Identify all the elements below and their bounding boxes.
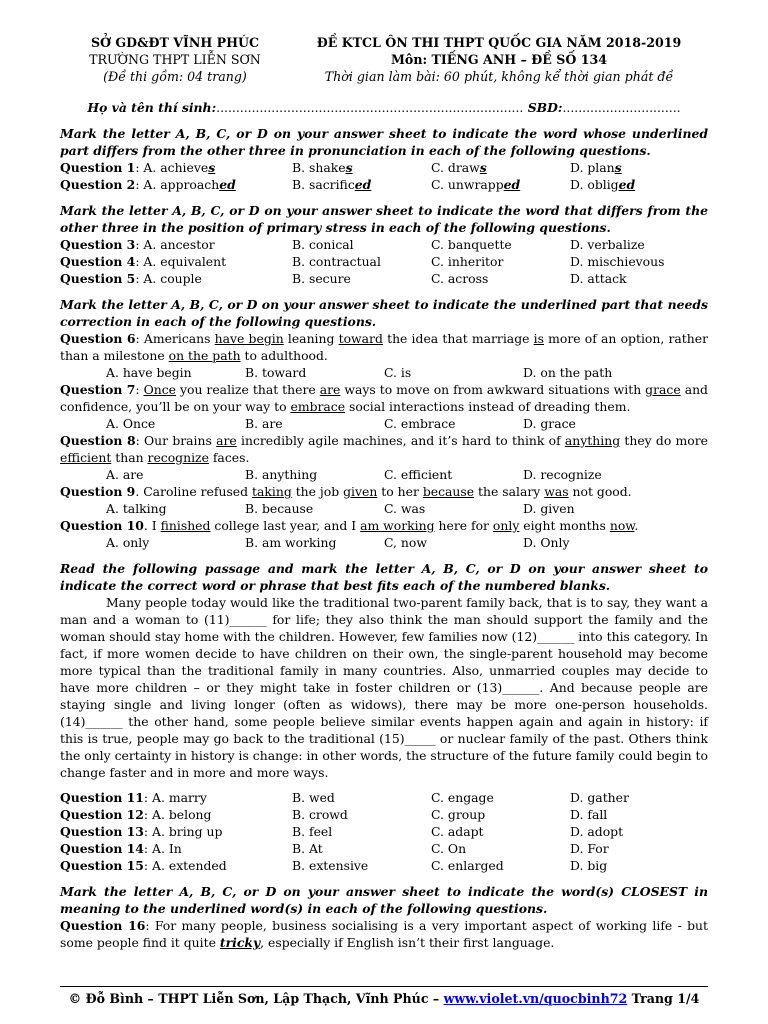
- name-label: Họ và tên thí sinh:: [87, 100, 217, 115]
- option-a: : A. In: [143, 841, 182, 856]
- underlined-part: ed: [354, 177, 372, 192]
- question-text: . Caroline refused: [135, 484, 253, 499]
- option-c: C. banquette: [431, 237, 512, 252]
- question-text: the job: [291, 484, 344, 499]
- question-label: Question 14: [60, 841, 144, 856]
- question-label: Question 4: [60, 254, 136, 269]
- section1-instruction: Mark the letter A, B, C, or D on your answer sheet to indicate the word whose underlined part differs from the other three in pronunciation in each of the following questions.: [60, 126, 708, 158]
- option-d: D. fall: [570, 807, 608, 822]
- option-b: B. conical: [292, 237, 354, 252]
- underlined-part: tricky: [219, 935, 261, 950]
- option-a: : A. marry: [143, 790, 207, 805]
- option-b: B. are: [245, 416, 283, 431]
- question-16: [60, 917, 708, 951]
- question-text: : For many people, business socialising is a very important aspect of working life - but some people find it quite: [60, 918, 708, 950]
- option-d: D. adopt: [570, 824, 624, 839]
- option-c: C, now: [384, 535, 427, 550]
- question-text: you realize that there: [175, 382, 320, 397]
- question-text: more of an option, rather than a milestone: [60, 331, 708, 363]
- question-label: Question 1: [60, 160, 136, 175]
- question-text: the salary: [474, 484, 545, 499]
- option-d: D. attack: [570, 271, 627, 286]
- question-8: [60, 432, 708, 466]
- option-a: : A. achieve: [135, 160, 209, 175]
- option-a: A. only: [106, 535, 150, 550]
- underlined-part: taking: [252, 484, 292, 499]
- underlined-part: have begin: [214, 331, 284, 346]
- footer-credit: © Đỗ Bình – THPT Liễn Sơn, Lập Thạch, Vĩnh Phúc –: [68, 991, 444, 1006]
- option-c: C. across: [431, 271, 489, 286]
- option-a: A. talking: [106, 501, 167, 516]
- question-text: faces.: [208, 450, 250, 465]
- underlined-part: only: [492, 518, 520, 533]
- option-c: C. engage: [431, 790, 494, 805]
- option-d: D. Only: [523, 535, 570, 550]
- section2-instruction: Mark the letter A, B, C, or D on your answer sheet to indicate the word that differs from the other three in the position of primary stress in each of the following questions.: [60, 203, 708, 235]
- option-c: C. draw: [431, 160, 480, 175]
- option-d: D. oblig: [570, 177, 619, 192]
- question-6-options: [60, 364, 708, 381]
- option-a: A. are: [106, 467, 144, 482]
- question-text: . I: [143, 518, 161, 533]
- footer-link[interactable]: www.violet.vn/quocbinh72: [443, 991, 628, 1006]
- question-text: to her: [377, 484, 423, 499]
- exam-subject: Môn: TIẾNG ANH – ĐỀ SỐ 134: [390, 52, 608, 67]
- underlined-part: anything: [564, 433, 621, 448]
- question-text: incredibly agile machines, and it’s hard to think of: [236, 433, 565, 448]
- option-b: B. extensive: [292, 858, 369, 873]
- underlined-part: finished: [160, 518, 211, 533]
- option-b: B. sacrific: [292, 177, 355, 192]
- underlined-part: are: [319, 382, 341, 397]
- question-text: : Americans: [135, 331, 215, 346]
- question-7: [60, 381, 708, 415]
- question-13: [60, 823, 708, 840]
- option-c: C. unwrapp: [431, 177, 504, 192]
- underlined-part: was: [544, 484, 569, 499]
- option-a: : A. approach: [135, 177, 220, 192]
- underlined-part: s: [208, 160, 216, 175]
- question-text: eight months: [519, 518, 610, 533]
- option-d: D. verbalize: [570, 237, 645, 252]
- question-label: Question 9: [60, 484, 136, 499]
- question-1: [60, 159, 708, 176]
- question-text: not good.: [568, 484, 632, 499]
- underlined-part: are: [216, 433, 237, 448]
- question-text: than: [111, 450, 148, 465]
- option-d: D. on the path: [523, 365, 613, 380]
- option-a: : A. belong: [143, 807, 212, 822]
- option-b: B. wed: [292, 790, 335, 805]
- question-14: [60, 840, 708, 857]
- option-b: B. At: [292, 841, 323, 856]
- option-a: : A. couple: [135, 271, 202, 286]
- question-text: :: [135, 382, 144, 397]
- exam-page: [60, 34, 708, 951]
- question-10-options: [60, 534, 708, 551]
- question-text: ways to move on from awkward situations with: [340, 382, 646, 397]
- underlined-part: now: [609, 518, 635, 533]
- option-d: D. mischievous: [570, 254, 665, 269]
- pages-note: (Đề thi gồm: 04 trang): [103, 69, 247, 84]
- section5-instruction: Mark the letter A, B, C, or D on your answer sheet to indicate the word(s) CLOSEST in meaning to the underlined word(s) in each of the following questions.: [60, 884, 708, 916]
- option-c: C. group: [431, 807, 486, 822]
- question-label: Question 10: [60, 518, 144, 533]
- option-a: : A. extended: [143, 858, 227, 873]
- section4-instruction: Read the following passage and mark the letter A, B, C, or D on your answer sheet to indicate the correct word or phrase that best fits each of the numbered blanks.: [60, 561, 708, 593]
- time-note: Thời gian làm bài: 60 phút, không kể thời gian phát đề: [324, 69, 674, 84]
- question-15: [60, 857, 708, 874]
- question-label: Question 12: [60, 807, 144, 822]
- option-d: D. given: [523, 501, 575, 516]
- question-label: Question 5: [60, 271, 136, 286]
- option-b: B. crowd: [292, 807, 348, 822]
- option-c: C. On: [431, 841, 467, 856]
- option-c: C. embrace: [384, 416, 456, 431]
- underlined-part: recognize: [147, 450, 209, 465]
- question-3: [60, 236, 708, 253]
- underlined-part: am working: [360, 518, 435, 533]
- underlined-part: is: [533, 331, 544, 346]
- question-label: Question 8: [60, 433, 136, 448]
- section3-instruction: Mark the letter A, B, C, or D on your answer sheet to indicate the underlined part that needs correction in each of the following questions.: [60, 297, 708, 329]
- question-10: [60, 517, 708, 534]
- option-b: B. contractual: [292, 254, 381, 269]
- option-c: C. efficient: [384, 467, 453, 482]
- sbd-label: SBD:: [527, 100, 563, 115]
- question-text: .: [634, 518, 639, 533]
- option-d: D. big: [570, 858, 608, 873]
- underlined-part: grace: [645, 382, 681, 397]
- question-4: [60, 253, 708, 270]
- name-dots: ..............................................................................: [216, 100, 524, 115]
- option-c: C. was: [384, 501, 426, 516]
- question-text: the idea that marriage: [382, 331, 534, 346]
- option-c: C. is: [384, 365, 412, 380]
- dept-name: SỞ GD&ĐT VĨNH PHÚC: [90, 35, 260, 50]
- underlined-part: because: [422, 484, 475, 499]
- underlined-part: efficient: [60, 450, 112, 465]
- option-a: : A. equivalent: [135, 254, 227, 269]
- option-d: D. For: [570, 841, 609, 856]
- question-2: [60, 176, 708, 193]
- candidate-line: [60, 99, 708, 116]
- option-c: C. adapt: [431, 824, 484, 839]
- question-6: [60, 330, 708, 364]
- exam-header: [60, 34, 708, 85]
- option-a: : A. bring up: [143, 824, 223, 839]
- question-text: social interactions instead of dreading them.: [345, 399, 631, 414]
- question-label: Question 6: [60, 331, 136, 346]
- question-label: Question 16: [60, 918, 146, 933]
- option-d: D. gather: [570, 790, 629, 805]
- header-left: [60, 34, 290, 85]
- question-label: Question 13: [60, 824, 144, 839]
- reading-passage: Many people today would like the traditional two-parent family back, that is to say, they want a man and a woman to (11)______ for life; they also think the man should support the family and the woman should stay home with the children. However, few families now (12)______ into this category. In fact, if more women decide to have children on their own, the single-parent household may become more typical than the traditional family in many countries. Also, unmarried couples may decide to have more children – or they might take in foster children or (13)______. And because people are staying single and living longer (often as widows), there may be more one-person households. (14)______ the other hand, some people believe similar events happen again and again in history: if this is true, people may go back to the traditional (15)_____ or nuclear family of the past. Others think the only certainty in history is change: in other words, the structure of the future family could begin to change faster and in more and more ways.: [60, 595, 708, 780]
- option-d: D. recognize: [523, 467, 602, 482]
- option-d: D. grace: [523, 416, 576, 431]
- question-text: college last year, and I: [210, 518, 361, 533]
- option-b: B. anything: [245, 467, 318, 482]
- option-d: D. plan: [570, 160, 615, 175]
- page-footer: [60, 986, 708, 1007]
- question-label: Question 2: [60, 177, 136, 192]
- question-label: Question 15: [60, 858, 144, 873]
- underlined-part: on the path: [168, 348, 241, 363]
- underlined-part: Once: [143, 382, 176, 397]
- option-b: B. feel: [292, 824, 333, 839]
- question-11: [60, 789, 708, 806]
- underlined-part: embrace: [290, 399, 346, 414]
- underlined-part: ed: [618, 177, 636, 192]
- option-b: B. am working: [245, 535, 337, 550]
- option-b: B. secure: [292, 271, 351, 286]
- question-text: they do more: [620, 433, 708, 448]
- option-b: B. shake: [292, 160, 346, 175]
- question-text: , especially if English isn’t their first language.: [260, 935, 555, 950]
- underlined-part: given: [343, 484, 378, 499]
- page-number: Trang 1/4: [627, 991, 700, 1006]
- option-a: A. Once: [106, 416, 156, 431]
- question-text: leaning: [283, 331, 339, 346]
- question-label: Question 11: [60, 790, 144, 805]
- question-text: here for: [434, 518, 493, 533]
- option-a: A. have begin: [106, 365, 192, 380]
- option-b: B. because: [245, 501, 314, 516]
- option-c: C. enlarged: [431, 858, 504, 873]
- option-a: : A. ancestor: [135, 237, 215, 252]
- question-12: [60, 806, 708, 823]
- question-text: and confidence, you’ll be on your way to: [60, 382, 708, 414]
- question-8-options: [60, 466, 708, 483]
- question-label: Question 7: [60, 382, 136, 397]
- question-label: Question 3: [60, 237, 136, 252]
- underlined-part: ed: [503, 177, 521, 192]
- school-name: TRƯỜNG THPT LIỄN SƠN: [89, 52, 261, 67]
- question-9-options: [60, 500, 708, 517]
- underlined-part: s: [479, 160, 487, 175]
- question-7-options: [60, 415, 708, 432]
- header-right: [290, 34, 708, 85]
- underlined-part: s: [345, 160, 353, 175]
- exam-title: ĐỀ KTCL ÔN THI THPT QUỐC GIA NĂM 2018-2019: [316, 35, 682, 50]
- underlined-part: ed: [219, 177, 236, 192]
- question-5: [60, 270, 708, 287]
- question-text: to adulthood.: [240, 348, 328, 363]
- option-b: B. toward: [245, 365, 307, 380]
- sbd-dots: ..............................: [562, 100, 681, 115]
- question-text: : Our brains: [135, 433, 217, 448]
- underlined-part: toward: [338, 331, 383, 346]
- underlined-part: s: [614, 160, 622, 175]
- option-c: C. inheritor: [431, 254, 504, 269]
- question-9: [60, 483, 708, 500]
